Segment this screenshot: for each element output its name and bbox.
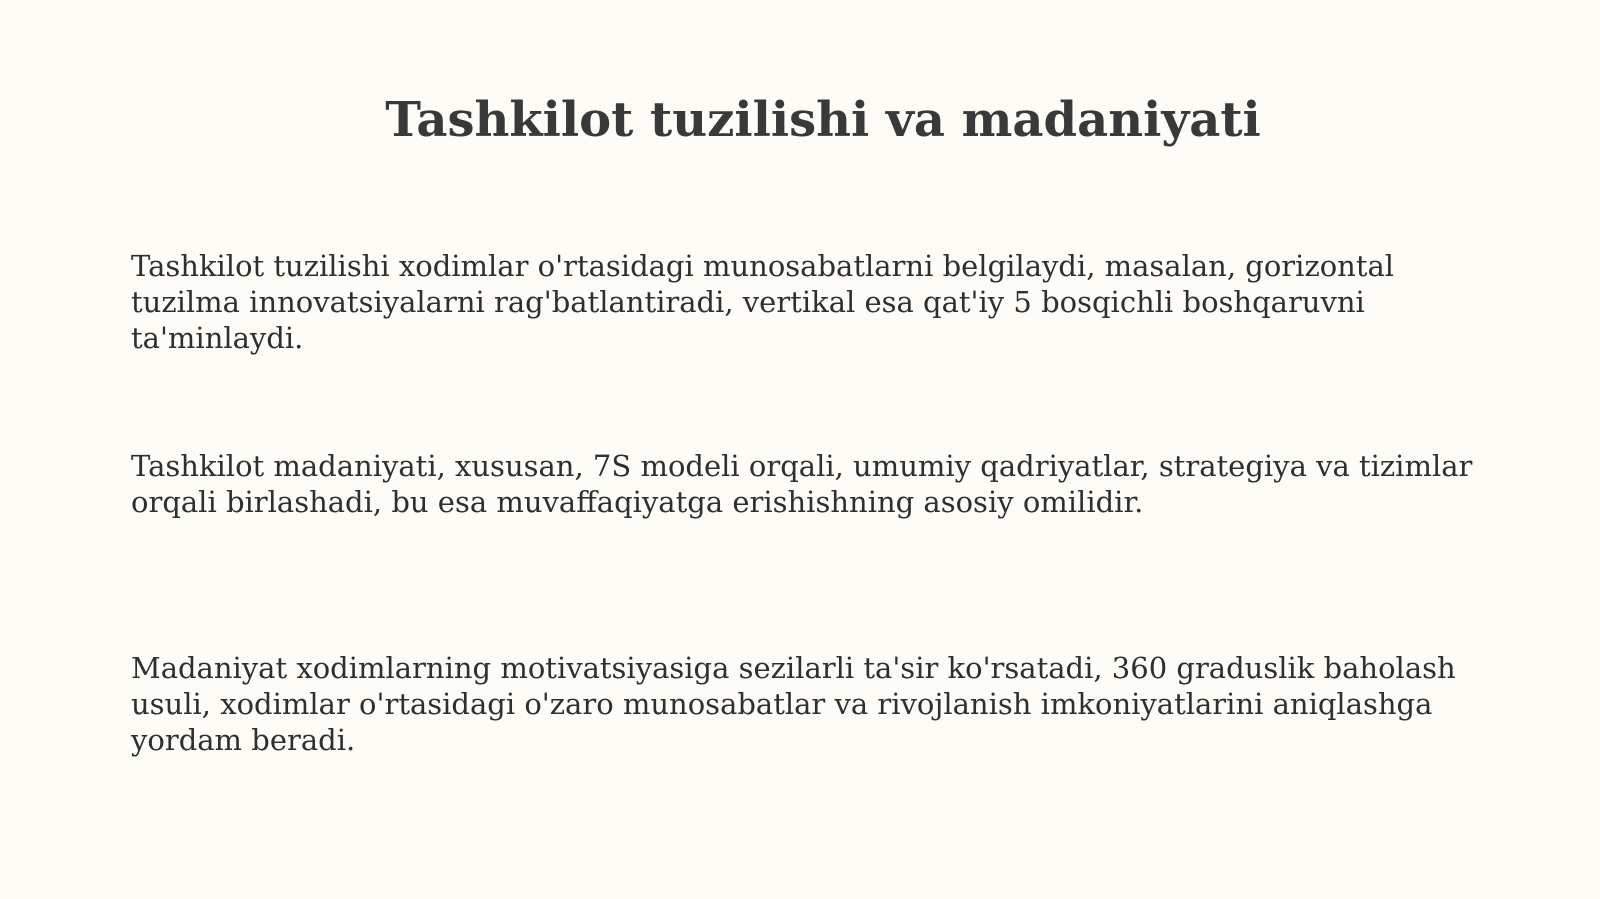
paragraph-culture: Tashkilot madaniyati, xususan, 7S modeli orqali, umumiy qadriyatlar, strategiya va tizimlar orqali birlashadi, bu esa muvaffaqiyatga erishishning asosiy omilidir. [131, 449, 1473, 519]
paragraph-structure: Tashkilot tuzilishi xodimlar o'rtasidagi munosabatlarni belgilaydi, masalan, gorizontal tuzilma innovatsiyalarni rag'batlantiradi, vertikal esa qat'iy 5 bosqichli boshqaruvni ta'minlaydi. [131, 249, 1395, 355]
slide-title: Tashkilot tuzilishi va madaniyati [385, 92, 1261, 149]
paragraph-motivation: Madaniyat xodimlarning motivatsiyasiga sezilarli ta'sir ko'rsatadi, 360 graduslik baholash usuli, xodimlar o'rtasidagi o'zaro munosabatlar va rivojlanish imkoniyatlarini aniqlashga yordam beradi. [131, 651, 1456, 757]
